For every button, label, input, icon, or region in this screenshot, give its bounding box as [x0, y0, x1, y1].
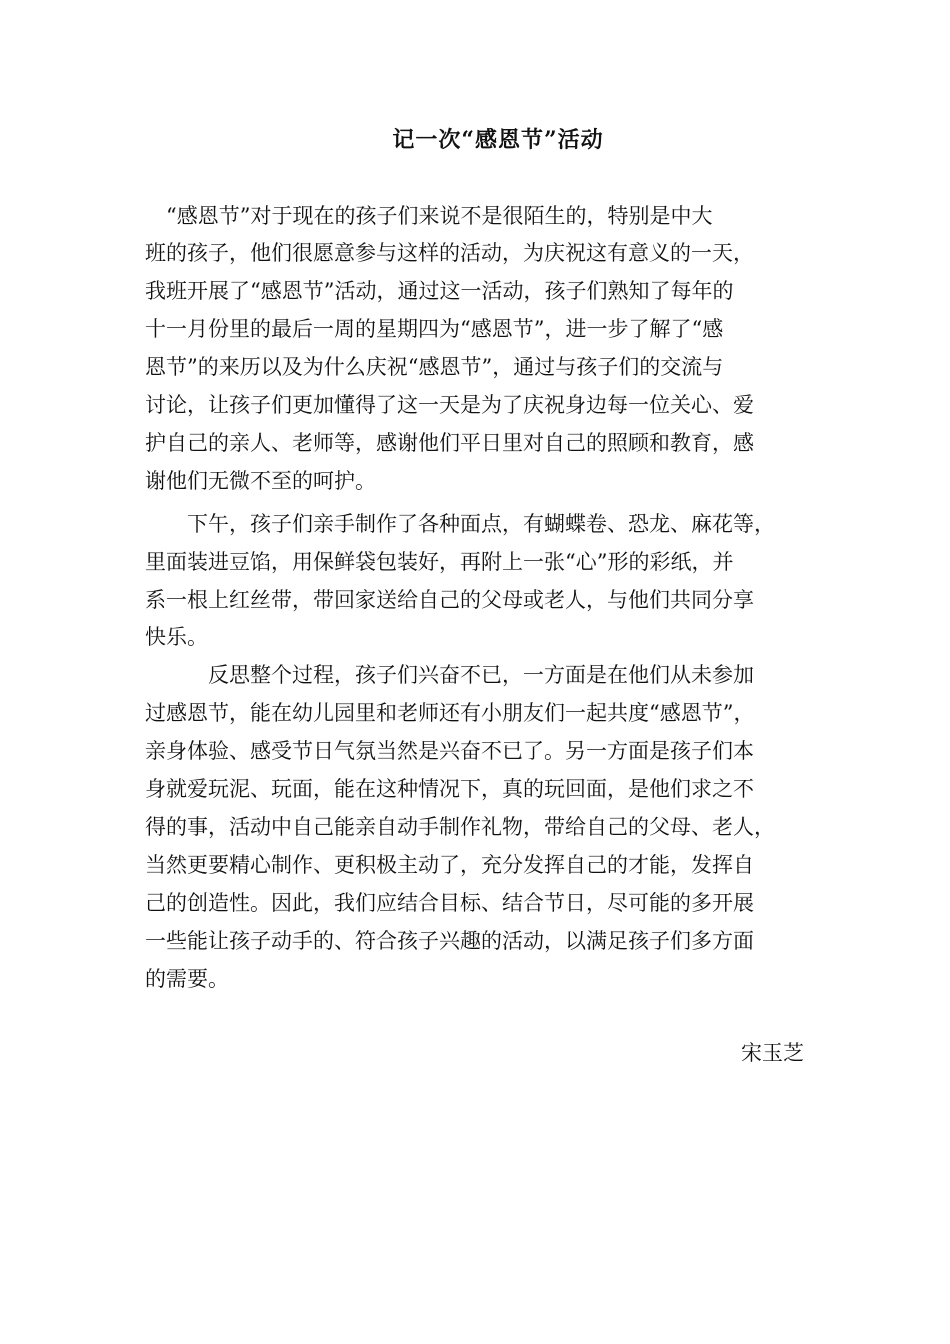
paragraph-1-line-4: 十一月份里的最后一周的星期四为“感恩节”，进一步了解了“感: [145, 317, 724, 341]
paragraph-2-line-1: 下午，孩子们亲手制作了各种面点，有蝴蝶卷、恐龙、麻花等，: [145, 512, 775, 536]
paragraph-3-line-1: 反思整个过程，孩子们兴奋不已，一方面是在他们从未参加: [145, 663, 754, 687]
paragraph-3-line-6: 当然更要精心制作、更积极主动了，充分发挥自己的才能，发挥自: [145, 853, 754, 877]
paragraph-3-line-9: 的需要。: [145, 967, 229, 991]
paragraph-1-line-6: 讨论，让孩子们更加懂得了这一天是为了庆祝身边每一位关心、爱: [145, 393, 754, 417]
author-signature: 宋玉芝: [741, 1041, 804, 1065]
paragraph-2-line-2: 里面装进豆馅，用保鲜袋包装好，再附上一张“心”形的彩纸，并: [145, 550, 734, 574]
paragraph-3-line-3: 亲身体验、感受节日气氛当然是兴奋不已了。另一方面是孩子们本: [145, 739, 754, 763]
paragraph-1-line-5: 恩节”的来历以及为什么庆祝“感恩节”，通过与孩子们的交流与: [145, 355, 724, 379]
paragraph-3-line-7: 己的创造性。因此，我们应结合目标、结合节日，尽可能的多开展: [145, 891, 754, 915]
paragraph-1-line-3: 我班开展了“感恩节”活动，通过这一活动，孩子们熟知了每年的: [145, 279, 734, 303]
paragraph-1-line-7: 护自己的亲人、老师等，感谢他们平日里对自己的照顾和教育，感: [145, 431, 754, 455]
paragraph-3-line-4: 身就爱玩泥、玩面，能在这种情况下，真的玩回面，是他们求之不: [145, 777, 754, 801]
document-title: 记一次“感恩节”活动: [392, 127, 604, 153]
paragraph-1-line-1: “感恩节”对于现在的孩子们来说不是很陌生的，特别是中大: [145, 204, 713, 228]
paragraph-2-line-4: 快乐。: [145, 625, 208, 649]
paragraph-2-line-3: 系一根上红丝带，带回家送给自己的父母或老人，与他们共同分享: [145, 588, 754, 612]
paragraph-3-line-8: 一些能让孩子动手的、符合孩子兴趣的活动，以满足孩子们多方面: [145, 929, 754, 953]
paragraph-3-line-2: 过感恩节，能在幼儿园里和老师还有小朋友们一起共度“感恩节”，: [145, 701, 755, 725]
paragraph-1-line-8: 谢他们无微不至的呵护。: [145, 469, 376, 493]
paragraph-1-line-2: 班的孩子，他们很愿意参与这样的活动，为庆祝这有意义的一天，: [145, 241, 754, 265]
paragraph-3-line-5: 得的事，活动中自己能亲自动手制作礼物，带给自己的父母、老人，: [145, 815, 775, 839]
